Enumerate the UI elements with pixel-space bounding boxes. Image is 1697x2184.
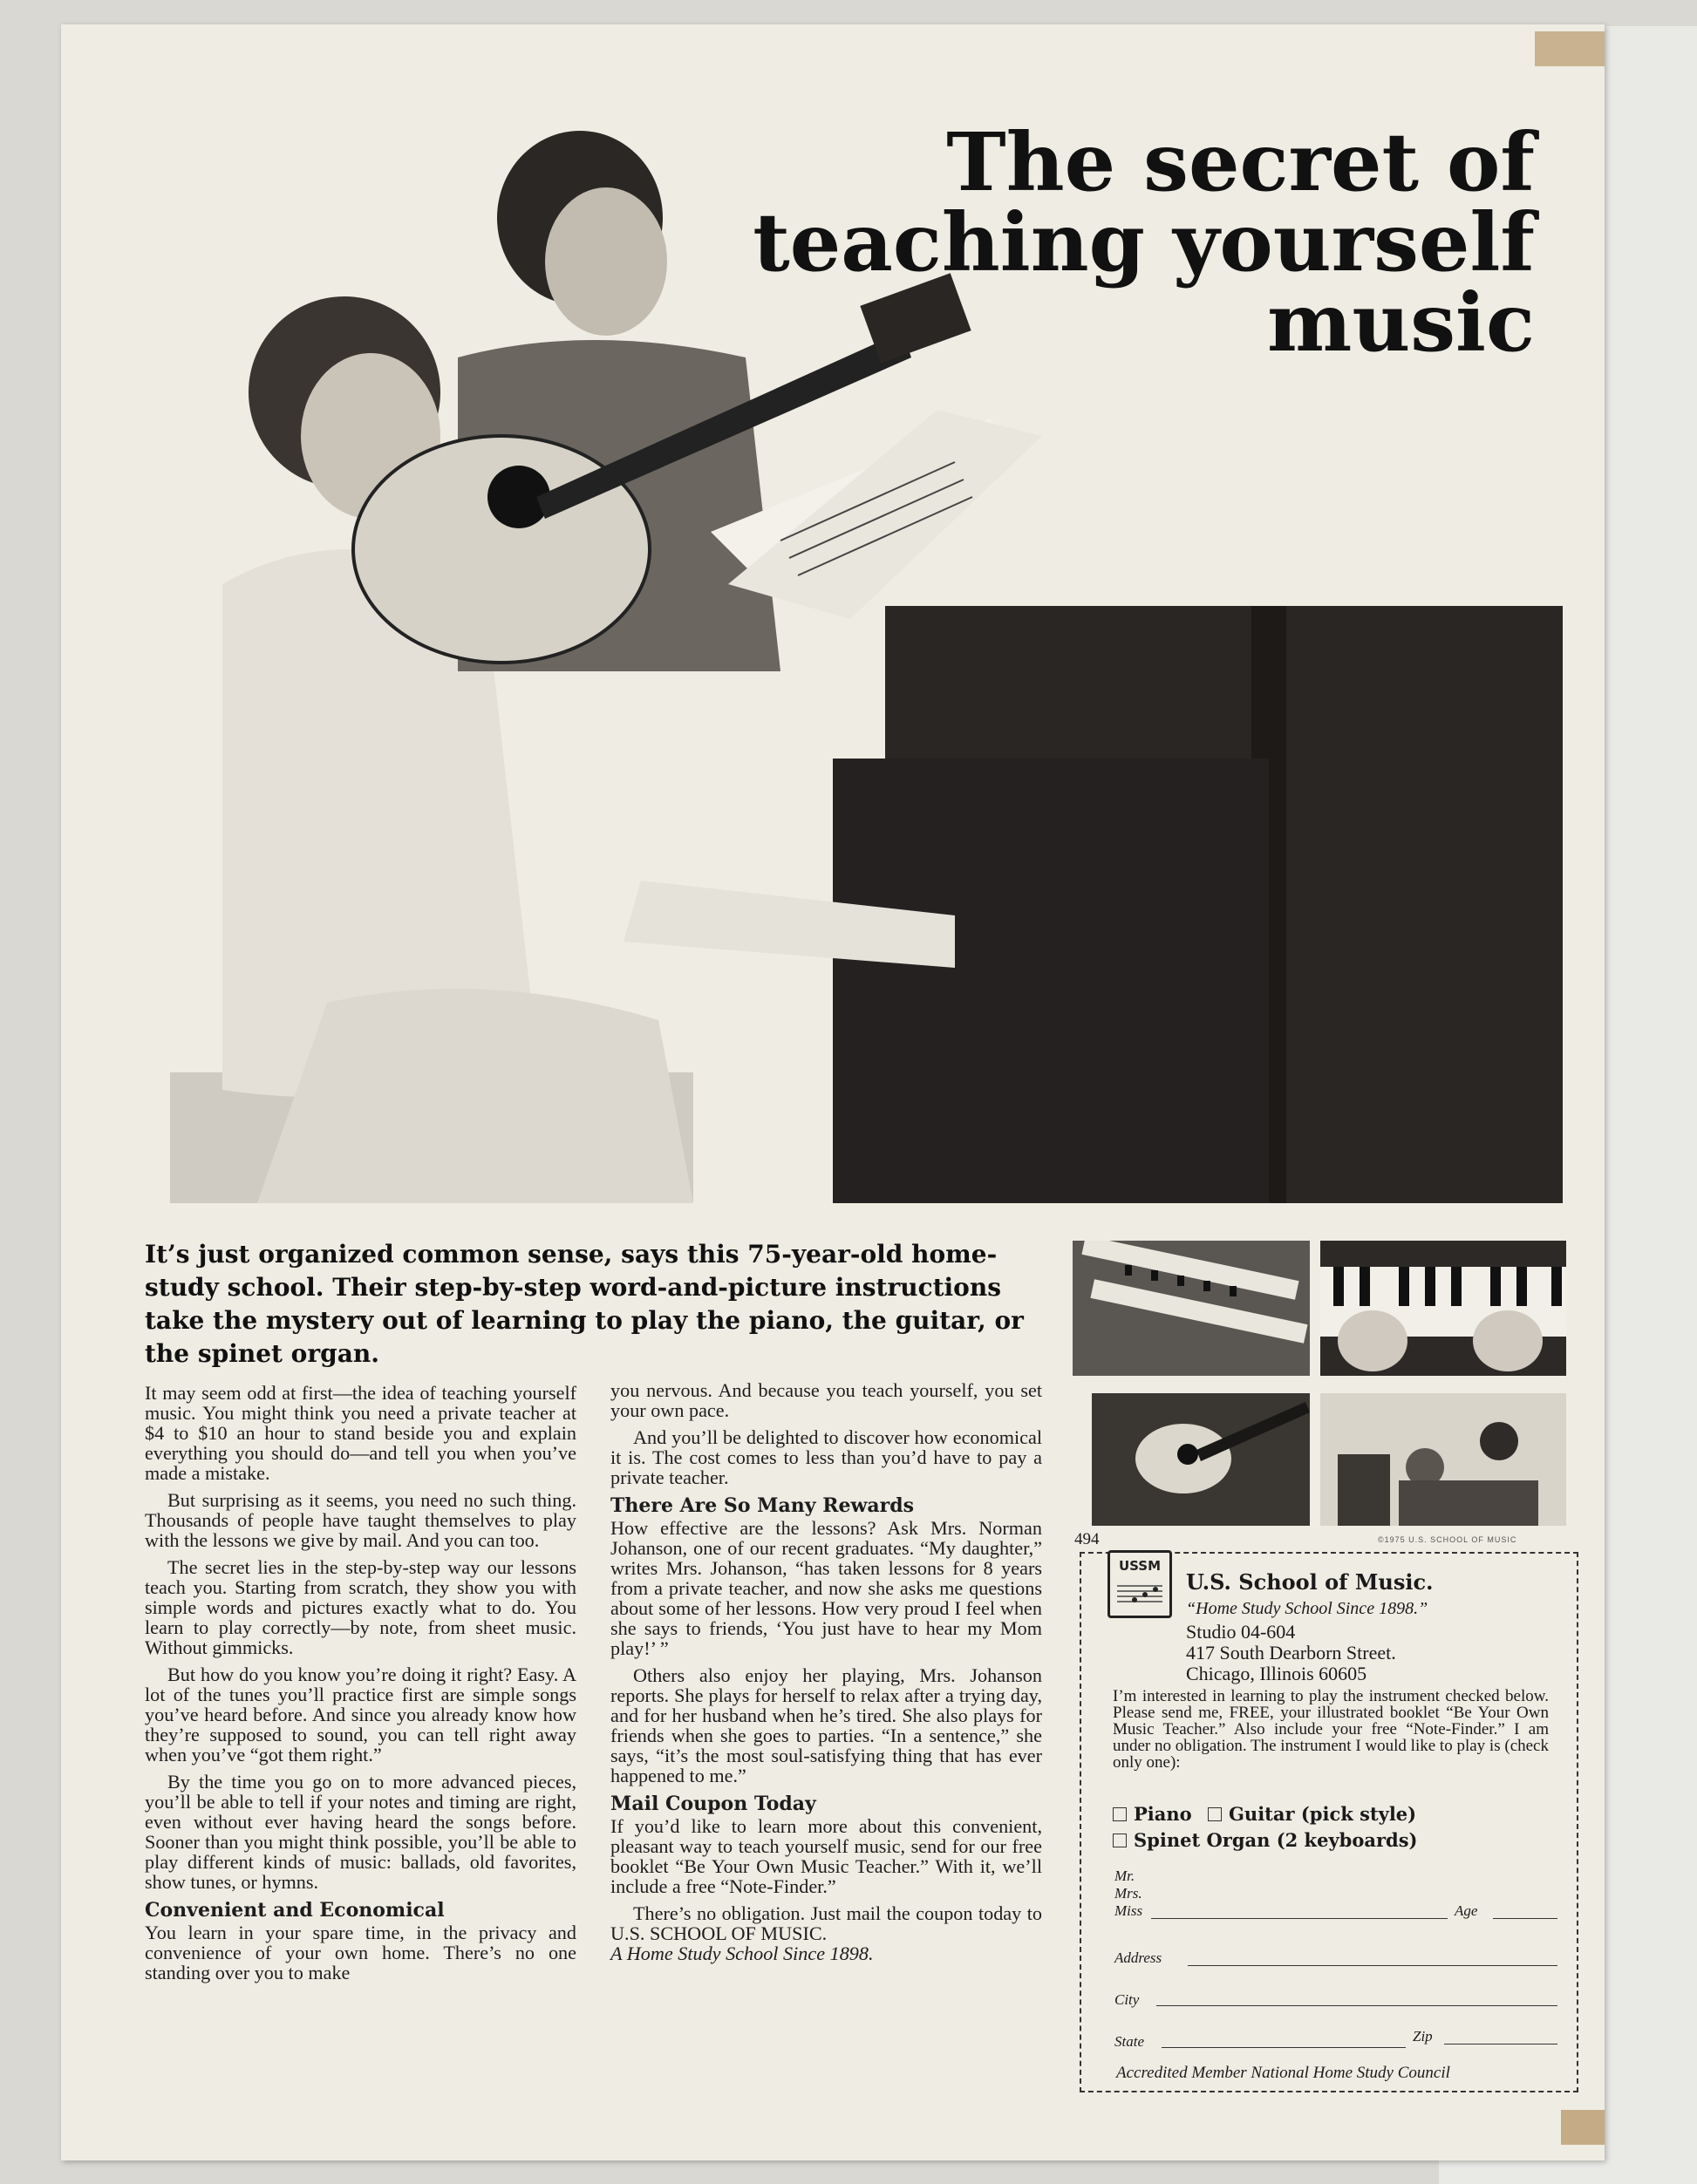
- state-input-line[interactable]: [1162, 2047, 1406, 2048]
- page-number: 494: [1074, 1530, 1100, 1548]
- thumbnail-organ: [1073, 1241, 1310, 1376]
- thumbnail-people: [1320, 1393, 1566, 1526]
- coupon-interest-text: I’m interested in learning to play the instrument checked below. Please send me, FREE, your illustrated booklet “Be Your Own Music Teacher.” Also include your free “Note-Finder.” I am under no obligation. The instrument I would like to play is (check only one):: [1113, 1687, 1549, 1772]
- address-street: 417 South Dearborn Street.: [1186, 1642, 1396, 1664]
- address-input-line[interactable]: [1188, 1965, 1557, 1966]
- option-label: Piano: [1134, 1803, 1192, 1825]
- option-guitar[interactable]: [1208, 1803, 1416, 1825]
- paragraph: But how do you know you’re doing it right? Easy. A lot of the tunes you’ll practice first are simple songs you’ve heard before. And since you already know how they’re supposed to sound, you can tell right away when you’ve “got them right.”: [145, 1664, 576, 1766]
- paragraph: you nervous. And because you teach yourself, you set your own pace.: [610, 1379, 1042, 1421]
- paragraph: If you’d like to learn more about this convenient, pleasant way to teach yourself music, send for our free booklet “Be Your Own Music Teacher.” With it, we’ll include a free “Note-Finder.”: [610, 1815, 1042, 1897]
- music-staff-icon: [1117, 1579, 1162, 1612]
- option-label: Spinet Organ (2 keyboards): [1134, 1829, 1418, 1851]
- address-city: Chicago, Illinois 60605: [1186, 1663, 1367, 1684]
- paragraph: You learn in your spare time, in the privacy and convenience of your own home. There’s no one standing over you to make: [145, 1922, 576, 1983]
- city-input-line[interactable]: [1156, 2005, 1557, 2006]
- paragraph: And you’ll be delighted to discover how economical it is. The cost comes to less than you’d have to pay a private teacher.: [610, 1426, 1042, 1488]
- zip-input-line[interactable]: [1444, 2044, 1557, 2045]
- tape-bottom: [1561, 2110, 1605, 2145]
- paragraph: The secret lies in the step-by-step way our lessons teach you. Starting from scratch, they show you with simple words and pictures exactly what to do. You learn to play correctly—by note, from sheet music. Without gimmicks.: [145, 1556, 576, 1658]
- section-heading: Mail Coupon Today: [610, 1793, 816, 1815]
- paragraph: There’s no obligation. Just mail the coupon today to U.S. SCHOOL OF MUSIC.: [610, 1902, 1042, 1944]
- option-piano[interactable]: [1113, 1803, 1192, 1825]
- option-spinet-organ[interactable]: [1113, 1829, 1417, 1851]
- paragraph: Others also enjoy her playing, Mrs. Johanson reports. She plays for herself to relax after a trying day, and for her husband when he’s tired. She also plays for friends when she goes to parties. “In a sentence,” she says, “it’s the most soul-satisfying thing that has ever happened to me.”: [610, 1664, 1042, 1786]
- field-label-mr: Mr.: [1114, 1868, 1135, 1884]
- headline-line-2: teaching yourself: [753, 195, 1535, 289]
- option-label: Guitar (pick style): [1229, 1803, 1417, 1825]
- school-address: [1186, 1622, 1396, 1684]
- thumbnail-piano-keys: [1320, 1241, 1566, 1376]
- copyright-text: ©1975 U.S. SCHOOL OF MUSIC: [1378, 1535, 1517, 1544]
- field-label-age: Age: [1455, 1902, 1478, 1919]
- headline-line-1: The secret of: [946, 115, 1535, 209]
- name-input-line[interactable]: [1151, 1918, 1448, 1919]
- headline: [750, 115, 1535, 370]
- checkbox-icon[interactable]: [1208, 1807, 1222, 1821]
- field-label-zip: Zip: [1413, 2028, 1433, 2045]
- headline-line-3: music: [1267, 276, 1535, 370]
- paragraph: It may seem odd at first—the idea of teaching yourself music. You might think you need a private teacher at $4 to $10 an hour to stand beside you and explain everything you should do—and tell you when you’ve made a mistake.: [145, 1382, 576, 1484]
- paragraph: A Home Study School Since 1898.: [610, 1942, 874, 1964]
- school-tagline: “Home Study School Since 1898.”: [1186, 1599, 1428, 1618]
- checkbox-icon[interactable]: [1113, 1834, 1127, 1847]
- field-label-mrs: Mrs.: [1114, 1885, 1142, 1902]
- tape-top: [1535, 31, 1605, 66]
- address-studio: Studio 04-604: [1186, 1621, 1296, 1643]
- paragraph: By the time you go on to more advanced pieces, you’ll be able to tell if your notes and timing are right, even without ever having heard the songs before. Sooner than you might think possible, you’ll be able to play different kinds of music: ballads, old favorites, show tunes, or hymns.: [145, 1771, 576, 1893]
- ussm-logo: [1107, 1550, 1172, 1618]
- field-label-miss: Miss: [1114, 1902, 1143, 1919]
- checkbox-icon[interactable]: [1113, 1807, 1127, 1821]
- logo-text: USSM: [1118, 1558, 1162, 1574]
- body-column-2: [610, 1380, 1042, 1970]
- school-name: U.S. School of Music.: [1186, 1569, 1434, 1595]
- paragraph: How effective are the lessons? Ask Mrs. Norman Johanson, one of our recent graduates. “My daughter,” writes Mrs. Johanson, “has taken lessons for 8 years from a private teacher, and now she asks me questions about some of her lessons. How very proud I feel when she says to friends, ‘You just have to hear my Mom play!’ ”: [610, 1517, 1042, 1659]
- thumbnail-guitar: [1092, 1393, 1310, 1526]
- age-input-line[interactable]: [1493, 1918, 1557, 1919]
- section-heading: There Are So Many Rewards: [610, 1494, 915, 1517]
- paragraph: But surprising as it seems, you need no such thing. Thousands of people have taught themselves to play with the lessons we give by mail. And you can too.: [145, 1489, 576, 1551]
- body-column-1: [145, 1383, 576, 1990]
- accreditation-text: Accredited Member National Home Study Council: [1116, 2064, 1450, 2082]
- field-label-state: State: [1114, 2033, 1144, 2050]
- field-label-address: Address: [1114, 1949, 1162, 1966]
- subheadline: It’s just organized common sense, says this 75-year-old home-study school. Their step-by-step word-and-picture instructions take the mystery out of learning to play the piano, the guitar, or the spinet organ.: [145, 1240, 1024, 1368]
- section-heading: Convenient and Economical: [145, 1899, 445, 1922]
- field-label-city: City: [1114, 1991, 1140, 2008]
